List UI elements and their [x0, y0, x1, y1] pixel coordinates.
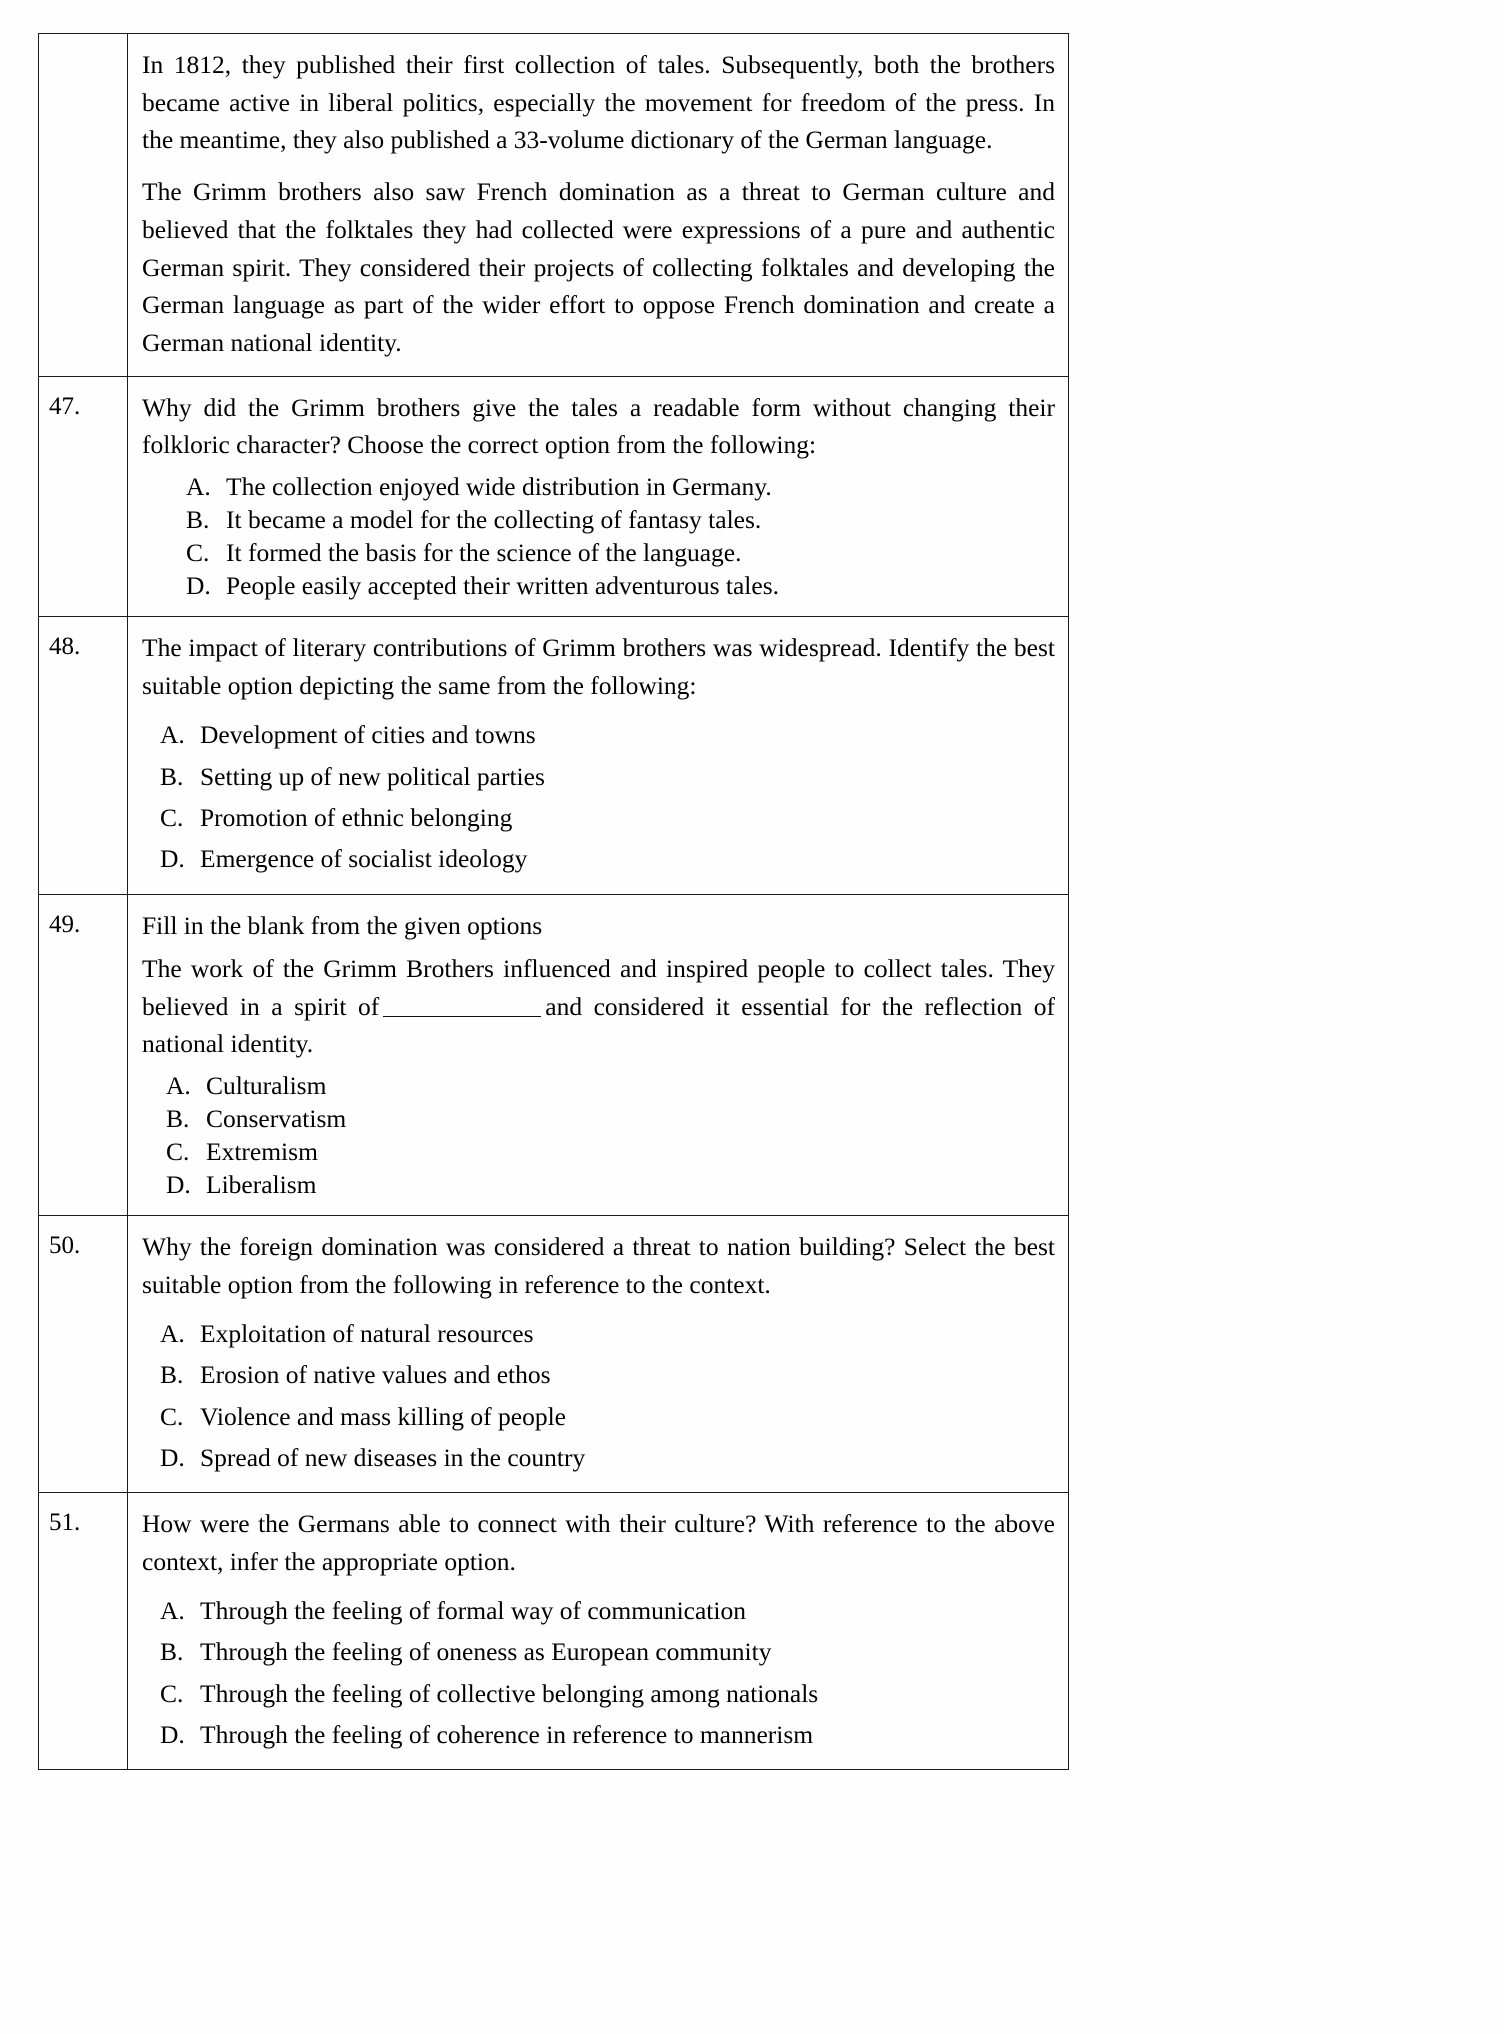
option-label: A. — [166, 1070, 191, 1100]
option-text: Through the feeling of coherence in reference to mannerism — [200, 1720, 814, 1750]
list-item[interactable] — [160, 1313, 1055, 1354]
option-label: B. — [160, 1637, 184, 1667]
question-stem: Why the foreign domination was considered a threat to nation building? Select the best suitable option from the following in reference to the context. — [142, 1232, 1055, 1299]
option-text: Violence and mass killing of people — [200, 1401, 567, 1431]
question-number — [39, 34, 127, 58]
option-list — [142, 1313, 1055, 1478]
row-number-cell — [39, 376, 128, 617]
list-item[interactable] — [186, 536, 1055, 569]
option-label: D. — [160, 844, 185, 874]
option-list — [142, 470, 1055, 603]
list-item[interactable] — [166, 1168, 1055, 1201]
option-list — [142, 1590, 1055, 1755]
table-row — [39, 34, 1069, 377]
fill-blank-stem — [142, 950, 1055, 1062]
list-item[interactable] — [160, 1437, 1055, 1478]
option-label: A. — [160, 1596, 185, 1626]
option-text: Development of cities and towns — [200, 720, 536, 750]
list-item[interactable] — [166, 1135, 1055, 1168]
list-item[interactable] — [160, 1590, 1055, 1631]
row-number-cell — [39, 1493, 128, 1770]
row-number-cell — [39, 894, 128, 1216]
option-label: D. — [160, 1720, 185, 1750]
list-item[interactable] — [160, 1354, 1055, 1395]
passage-paragraph: In 1812, they published their first collection of tales. Subsequently, both the brothers became active in liberal politics, especially the movement for freedom of the press. In the meantime, they also published a 33-volume dictionary of the German language. — [142, 50, 1055, 155]
option-label: C. — [160, 802, 184, 832]
option-label: B. — [166, 1103, 190, 1133]
option-text: Setting up of new political parties — [200, 761, 545, 791]
table-row — [39, 1493, 1069, 1770]
option-text: Exploitation of natural resources — [200, 1319, 534, 1349]
row-content-cell — [128, 376, 1069, 617]
option-label: A. — [160, 1319, 185, 1349]
list-item[interactable] — [160, 714, 1055, 755]
list-item[interactable] — [166, 1069, 1055, 1102]
option-text: Promotion of ethnic belonging — [200, 802, 513, 832]
option-label: C. — [160, 1401, 184, 1431]
option-label: D. — [186, 571, 211, 601]
fill-blank-stem-after: and considered it essential for the reflection of national identity. — [142, 991, 1055, 1059]
option-label: C. — [160, 1678, 184, 1708]
list-item[interactable] — [166, 1102, 1055, 1135]
list-item[interactable] — [160, 1673, 1055, 1714]
row-content-cell — [128, 894, 1069, 1216]
option-list — [142, 714, 1055, 879]
option-text: Liberalism — [206, 1169, 317, 1199]
option-label: D. — [160, 1442, 185, 1472]
option-label: B. — [186, 504, 210, 534]
option-text: Spread of new diseases in the country — [200, 1442, 586, 1472]
question-number: 50. — [49, 1232, 81, 1260]
list-item[interactable] — [160, 797, 1055, 838]
option-text: People easily accepted their written adventurous tales. — [226, 571, 780, 601]
option-text: Conservatism — [206, 1103, 347, 1133]
list-item[interactable] — [160, 838, 1055, 879]
option-label: C. — [186, 538, 210, 568]
option-text: Through the feeling of formal way of communication — [200, 1596, 746, 1626]
fill-blank-stem-before: The work of the Grimm Brothers influenced and inspired people to collect tales. They believed in a spirit of — [142, 954, 1055, 1021]
list-item[interactable] — [160, 756, 1055, 797]
questions-table — [38, 33, 1069, 1770]
table-row — [39, 1216, 1069, 1493]
option-text: Through the feeling of collective belonging among nationals — [200, 1678, 819, 1708]
row-number-cell — [39, 34, 128, 377]
list-item[interactable] — [160, 1714, 1055, 1755]
option-text: Erosion of native values and ethos — [200, 1360, 551, 1390]
question-number: 49. — [49, 910, 81, 938]
fill-blank-instruction: Fill in the blank from the given options — [142, 910, 543, 940]
row-number-cell — [39, 1216, 128, 1493]
option-text: The collection enjoyed wide distribution in Germany. — [226, 471, 772, 501]
option-text: It formed the basis for the science of the language. — [226, 538, 742, 568]
row-content-cell — [128, 617, 1069, 894]
list-item[interactable] — [186, 503, 1055, 536]
option-text: Emergence of socialist ideology — [200, 844, 528, 874]
option-label: D. — [166, 1169, 191, 1199]
list-item[interactable] — [160, 1631, 1055, 1672]
question-stem: The impact of literary contributions of Grimm brothers was widespread. Identify the best suitable option depicting the same from the following: — [142, 633, 1055, 700]
option-list — [142, 1069, 1055, 1202]
option-label: A. — [160, 720, 185, 750]
table-row — [39, 894, 1069, 1216]
option-label: C. — [166, 1136, 190, 1166]
option-text: Culturalism — [206, 1070, 327, 1100]
question-stem: Why did the Grimm brothers give the tales a readable form without changing their folkloric character? Choose the correct option from the following: — [142, 392, 1055, 460]
option-text: It became a model for the collecting of fantasy tales. — [226, 504, 762, 534]
table-row — [39, 376, 1069, 617]
passage-paragraph: The Grimm brothers also saw French domination as a threat to German culture and believed that the folktales they had collected were expressions of a pure and authentic German spirit. They considered their projects of collecting folktales and developing the German language as part of the wider effort to oppose French domination and create a German national identity. — [142, 177, 1055, 358]
option-label: B. — [160, 1360, 184, 1390]
question-stem: How were the Germans able to connect with their culture? With reference to the above context, infer the appropriate option. — [142, 1509, 1055, 1576]
row-number-cell — [39, 617, 128, 894]
question-number: 48. — [49, 633, 81, 661]
list-item[interactable] — [186, 569, 1055, 602]
option-text: Extremism — [206, 1136, 318, 1166]
list-item[interactable] — [186, 470, 1055, 503]
row-content-cell — [128, 1216, 1069, 1493]
option-label: A. — [186, 471, 211, 501]
option-text: Through the feeling of oneness as European community — [200, 1637, 772, 1667]
list-item[interactable] — [160, 1396, 1055, 1437]
blank-answer-line[interactable] — [383, 1016, 541, 1017]
row-content-cell — [128, 1493, 1069, 1770]
question-number: 47. — [49, 392, 81, 420]
row-content-cell — [128, 34, 1069, 377]
question-number: 51. — [49, 1509, 81, 1537]
option-label: B. — [160, 761, 184, 791]
table-row — [39, 617, 1069, 894]
